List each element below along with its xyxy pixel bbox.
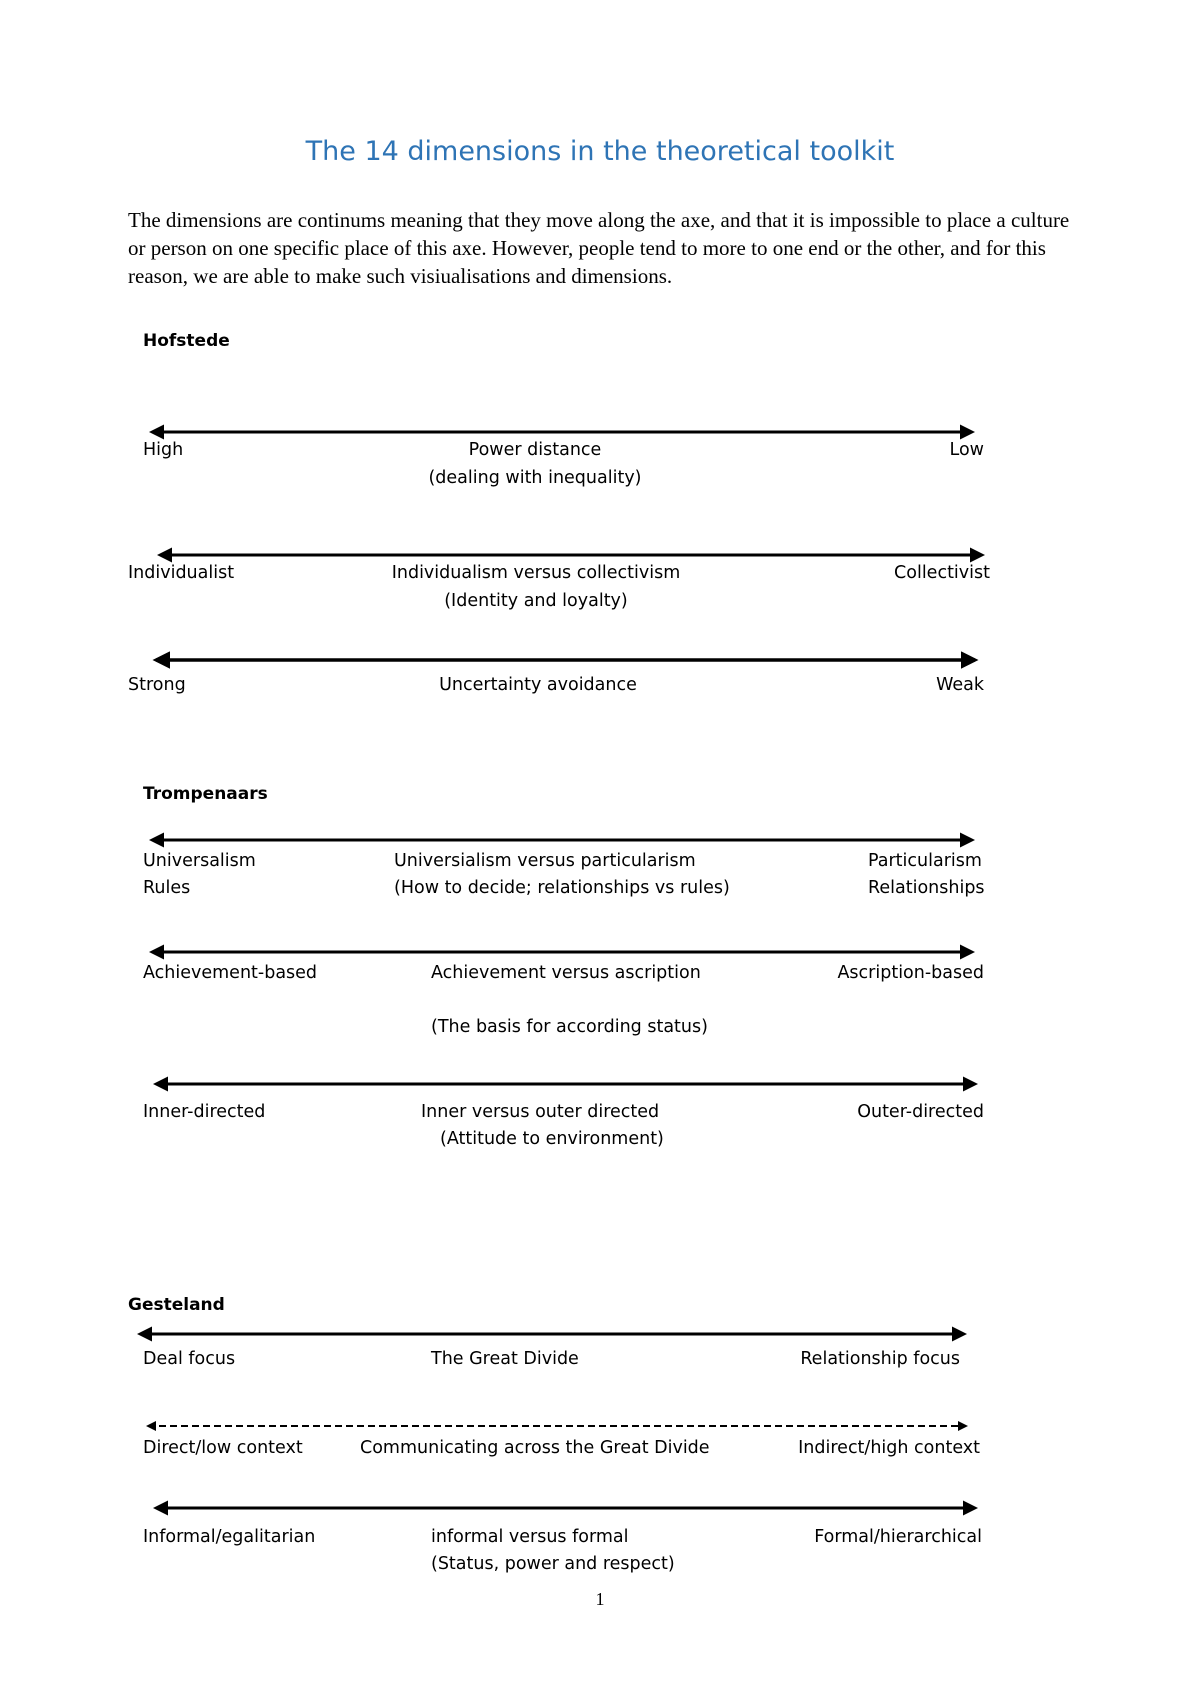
page-number: 1: [595, 1589, 605, 1609]
formal-sub-label: (Status, power and respect): [431, 1554, 675, 1574]
universalism-center-label: Universialism versus particularism: [394, 851, 696, 871]
formal-left-label: Informal/egalitarian: [143, 1527, 316, 1547]
inner-right-label: Outer-directed: [857, 1102, 984, 1122]
achievement-left-label: Achievement-based: [143, 963, 318, 983]
power-left-label: High: [143, 440, 184, 460]
inner-sub-label: (Attitude to environment): [440, 1129, 664, 1149]
universalism-right-label: Particularism: [868, 851, 982, 871]
formal-right-label: Formal/hierarchical: [814, 1527, 982, 1547]
achievement-right-label: Ascription-based: [837, 963, 984, 983]
formal-center-label: informal versus formal: [431, 1527, 629, 1547]
uncertainty-center-label: Uncertainty avoidance: [439, 675, 637, 695]
page-title: The 14 dimensions in the theoretical toolkit: [305, 136, 895, 167]
deal-left-label: Deal focus: [143, 1349, 236, 1369]
power-center-label: Power distance: [468, 440, 602, 460]
power-right-label: Low: [949, 440, 984, 460]
inner-left-label: Inner-directed: [143, 1102, 266, 1122]
universalism-right2-label: Relationships: [868, 878, 985, 898]
gesteland-heading: Gesteland: [128, 1295, 225, 1315]
universalism-sub-label: (How to decide; relationships vs rules): [394, 878, 730, 898]
deal-center-label: The Great Divide: [431, 1349, 579, 1369]
individualism-sub-label: (Identity and loyalty): [444, 591, 628, 611]
deal-right-label: Relationship focus: [800, 1349, 960, 1369]
inner-center-label: Inner versus outer directed: [421, 1102, 660, 1122]
trompenaars-heading: Trompenaars: [143, 784, 268, 804]
power-sub-label: (dealing with inequality): [428, 468, 642, 488]
hofstede-heading: Hofstede: [143, 331, 230, 351]
individualism-left-label: Individualist: [128, 563, 235, 583]
universalism-left2-label: Rules: [143, 878, 191, 898]
individualism-center-label: Individualism versus collectivism: [391, 563, 681, 583]
uncertainty-left-label: Strong: [128, 675, 186, 695]
achievement-center-label: Achievement versus ascription: [431, 963, 701, 983]
intro-paragraph: The dimensions are continums meaning that they move along the axe, and that it is impossible to place a culture or person on one specific place of this axe. However, people tend to more to one end or the other, and for this reason, we are able to make such visiualisations and dimensions.: [128, 208, 1070, 288]
individualism-right-label: Collectivist: [894, 563, 990, 583]
universalism-left-label: Universalism: [143, 851, 256, 871]
uncertainty-right-label: Weak: [936, 675, 984, 695]
achievement-sub-label: (The basis for according status): [431, 1017, 708, 1037]
direct-left-label: Direct/low context: [143, 1438, 303, 1458]
direct-center-label: Communicating across the Great Divide: [360, 1438, 710, 1458]
direct-right-label: Indirect/high context: [798, 1438, 980, 1458]
